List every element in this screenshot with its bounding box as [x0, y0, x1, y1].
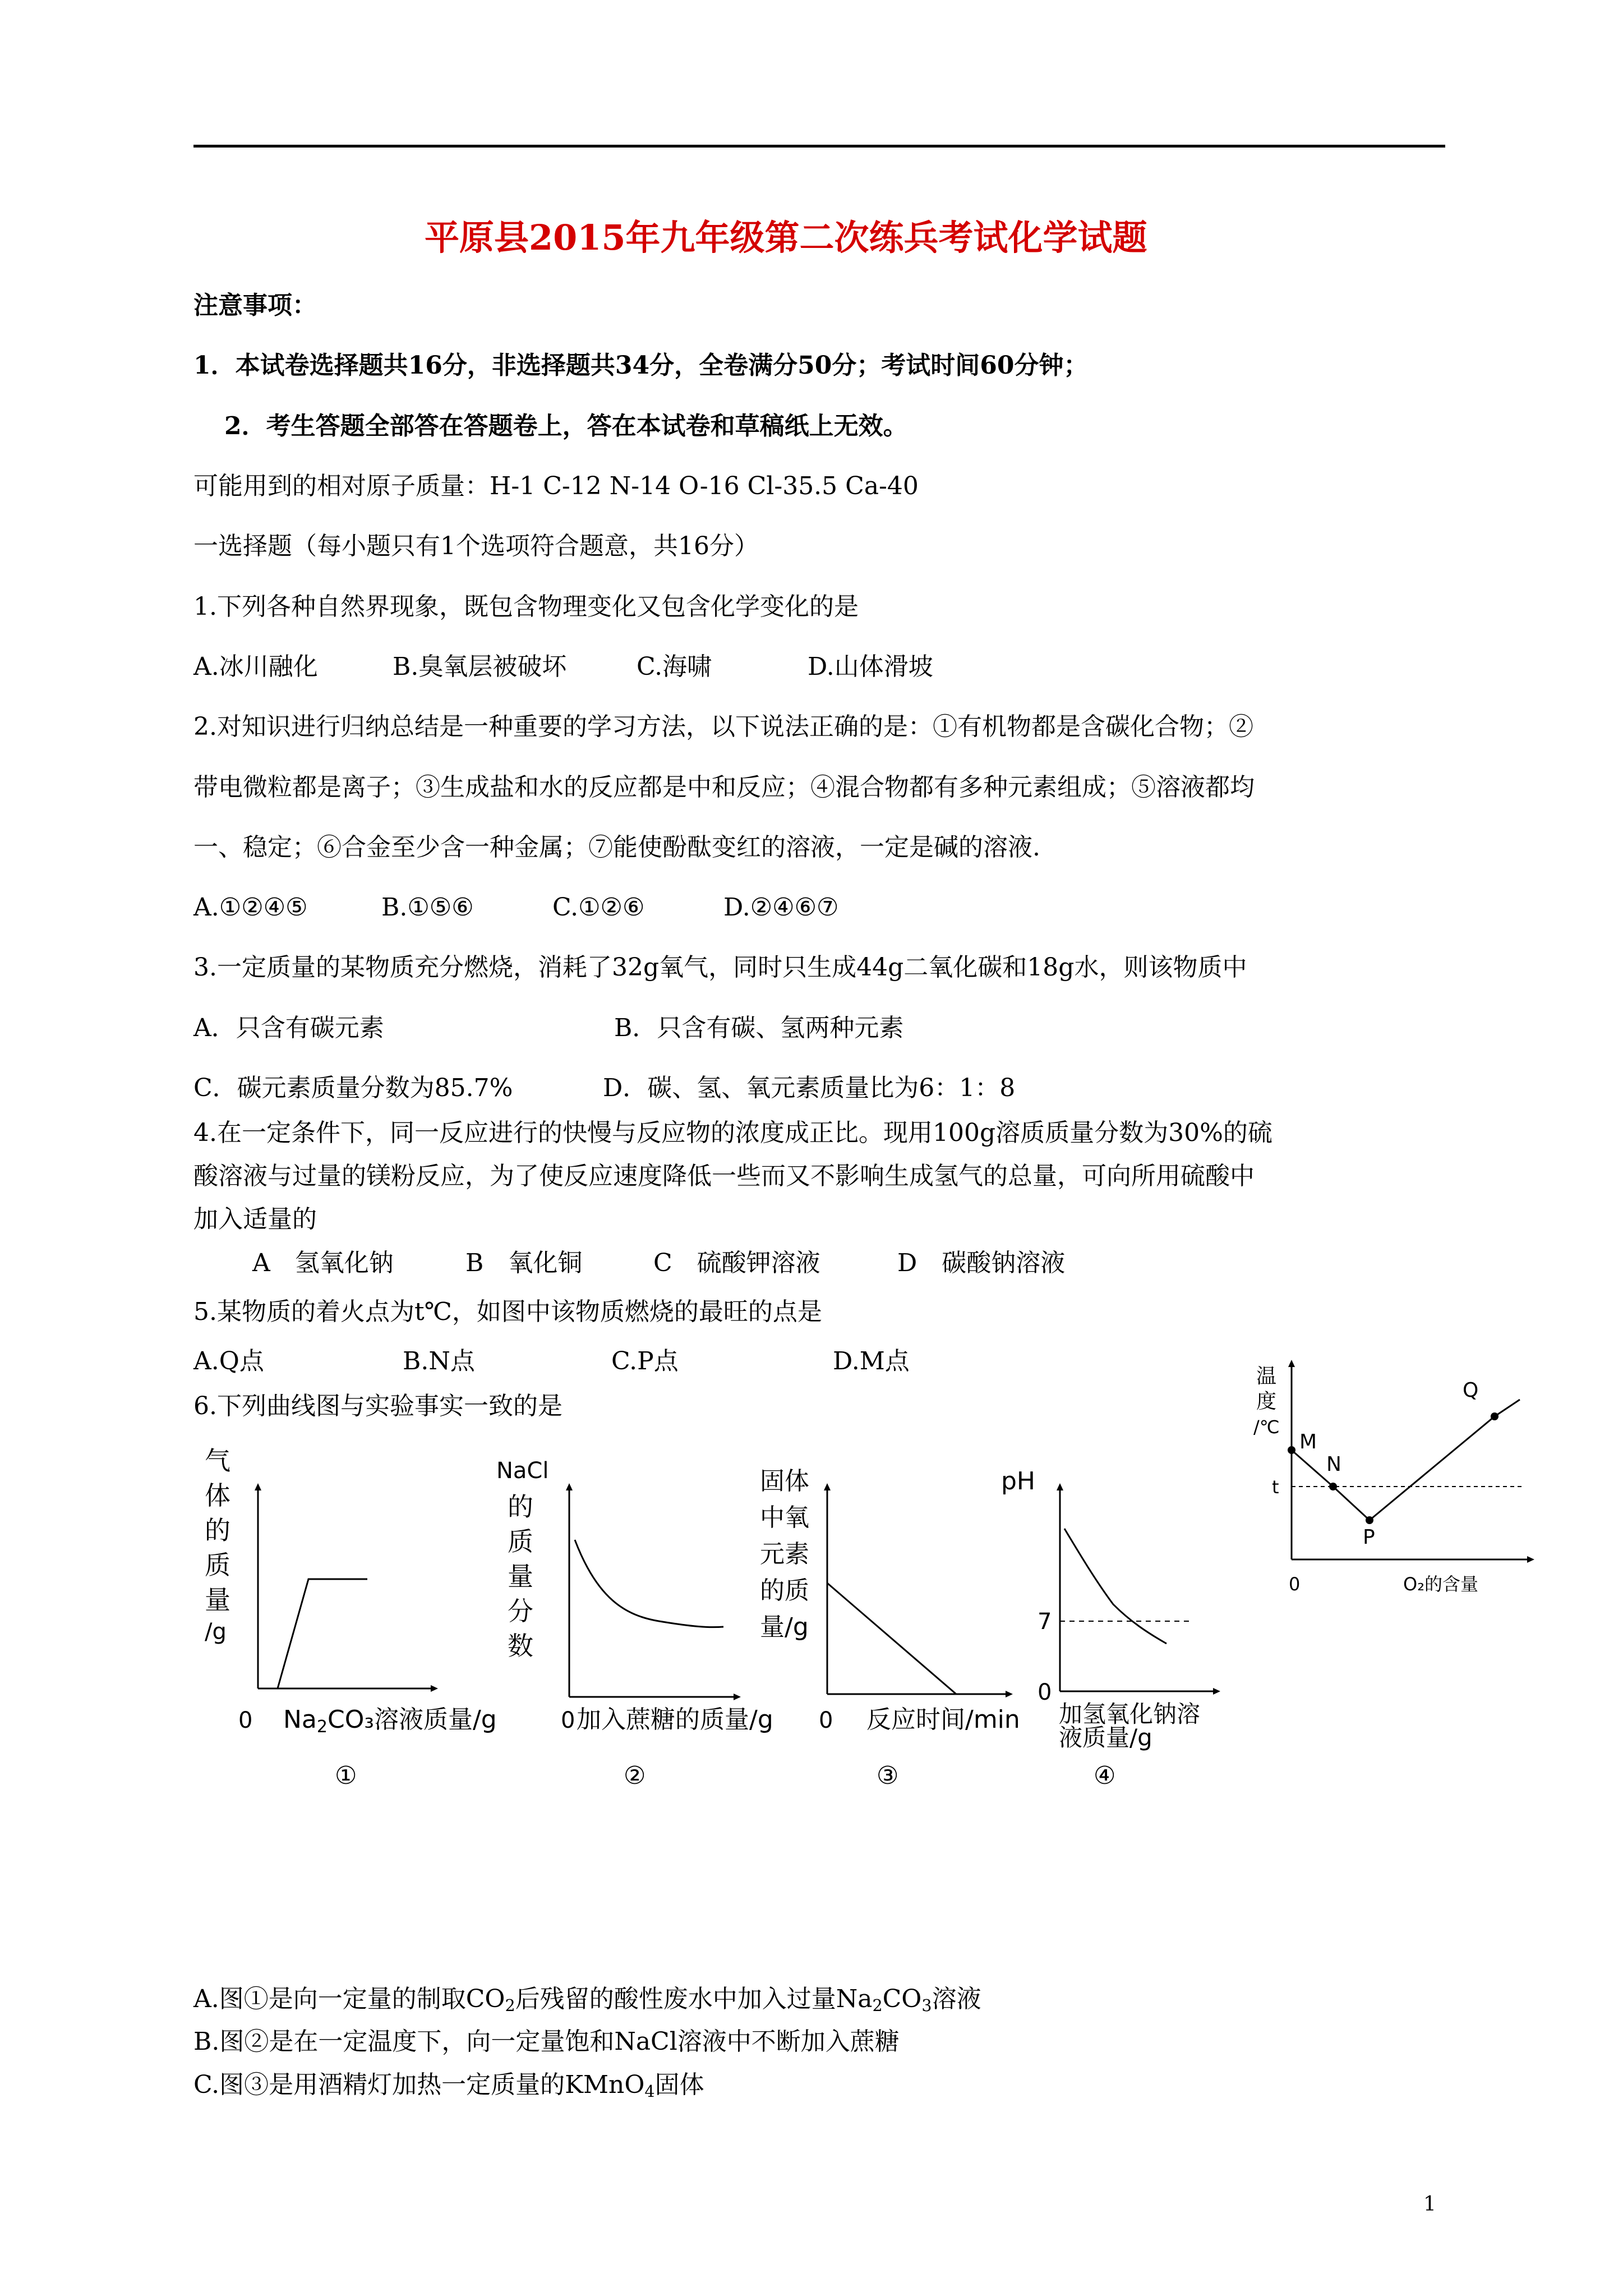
graph-2-xlabel: 加入蔗糖的质量/g: [577, 1705, 773, 1734]
q4-option-b: B 氧化铜: [465, 1249, 583, 1277]
graph-2-ylabel-4: 量: [508, 1561, 533, 1591]
graph-2-origin: 0: [561, 1708, 575, 1733]
q5-point-m: [1288, 1446, 1295, 1454]
graph-2-ylabel-3: 质: [508, 1526, 533, 1557]
graph-2-ylabel-2: 的: [508, 1492, 533, 1522]
graph-3-origin: 0: [819, 1708, 833, 1733]
graph-4-tick-7: 7: [1038, 1609, 1052, 1635]
q5-ylabel-2: 度: [1256, 1390, 1277, 1413]
q5-ylabel-3: /℃: [1253, 1416, 1280, 1438]
q5-option-d: D.M点: [833, 1347, 910, 1375]
graph-2-ylabel-6: 数: [508, 1631, 533, 1661]
graph-2-ylabel-5: 分: [508, 1596, 533, 1626]
q6-option-a: A.图①是向一定量的制取$CO_2$后残留的酸性废水中加入过量$Na_2CO_3$溶液: [193, 1985, 981, 2016]
graph-3: [760, 1467, 1020, 1790]
q2-option-c: C.①②⑥: [552, 893, 645, 922]
graph-4: [1001, 1467, 1217, 1790]
question-1-stem: 1.下列各种自然界现象，既包含物理变化又包含化学变化的是: [193, 592, 859, 621]
graph-4-origin: 0: [1038, 1680, 1052, 1705]
q3-option-c: C．碳元素质量分数为85.7%: [193, 1074, 513, 1102]
q5-t-label: t: [1272, 1476, 1279, 1498]
graph-4-number: ④: [1094, 1761, 1116, 1790]
graph-4-ylabel: pH: [1001, 1467, 1036, 1496]
graph-1-ylabel-3: 的: [205, 1515, 230, 1545]
graph-3-ylabel-2: 中氧: [760, 1503, 809, 1532]
graph-2-number: ②: [624, 1761, 646, 1790]
graph-4-xlabel-1: 加氢氧化钠溶: [1059, 1700, 1201, 1728]
q3-option-d: D．碳、氢、氧元素质量比为6：1：8: [603, 1074, 1016, 1102]
notice-item-2: 2．考生答题全部答在答题卷上，答在本试卷和草稿纸上无效。: [224, 412, 908, 440]
atomic-mass-line: 可能用到的相对原子质量：H-1 C-12 N-14 O-16 Cl-35.5 Ca-40: [193, 472, 919, 500]
q2-option-d: D.②④⑥⑦: [723, 893, 839, 922]
q5-label-m: M: [1299, 1430, 1317, 1453]
fig-q5-temperature-graph: [1223, 1352, 1537, 1610]
q3-option-b: B．只含有碳、氢两种元素: [614, 1014, 904, 1042]
question-4-line-1: 4.在一定条件下，同一反应进行的快慢与反应物的浓度成正比。现用100g溶质质量分数为30%的硫: [193, 1119, 1272, 1147]
question-3-stem: 3.一定质量的某物质充分燃烧，消耗了32g氧气，同时只生成44g二氧化碳和18g水，则该物质中: [193, 953, 1247, 982]
graph-3-curve: [827, 1583, 956, 1694]
graph-2-curve: [575, 1540, 723, 1627]
q5-ylabel-1: 温: [1256, 1365, 1277, 1388]
q4-option-c: C 硫酸钾溶液: [653, 1249, 820, 1277]
question-6-stem: 6.下列曲线图与实验事实一致的是: [193, 1392, 562, 1420]
question-4-line-3: 加入适量的: [193, 1205, 317, 1234]
graph-1-ylabel-6: /g: [205, 1619, 227, 1645]
graph-3-ylabel-4: 的质: [760, 1576, 809, 1605]
graph-1-curve: [278, 1579, 367, 1688]
graph-1-origin: 0: [238, 1708, 253, 1733]
q5-xlabel: O₂的含量: [1403, 1573, 1479, 1595]
question-5-stem: 5.某物质的着火点为t℃，如图中该物质燃烧的最旺的点是: [193, 1297, 822, 1326]
question-4-line-2: 酸溶液与过量的镁粉反应，为了使反应速度降低一些而又不影响生成氢气的总量，可向所用硫酸中: [193, 1162, 1255, 1190]
q1-option-d: D.山体滑坡: [808, 652, 933, 681]
graph-1-number: ①: [335, 1761, 357, 1790]
q5-point-p: [1366, 1516, 1373, 1524]
q5-option-a: A.Q点: [193, 1347, 264, 1375]
q4-option-d: D 碳酸钠溶液: [897, 1249, 1066, 1277]
graph-3-xlabel: 反应时间/min: [866, 1705, 1020, 1734]
q5-point-n: [1329, 1483, 1337, 1490]
graph-4-xlabel-2: 液质量/g: [1059, 1724, 1152, 1751]
header-rule: [193, 145, 1445, 148]
graph-1-ylabel-5: 量: [205, 1585, 230, 1615]
q5-option-b: B.N点: [403, 1347, 475, 1375]
notice-heading: 注意事项：: [193, 291, 317, 320]
question-2-line-3: 一、稳定；⑥合金至少含一种金属；⑦能使酚酞变红的溶液，一定是碱的溶液.: [193, 833, 1040, 862]
q6-graphs: [193, 1436, 1231, 1806]
graph-1-ylabel-2: 体: [205, 1480, 230, 1511]
q5-label-p: P: [1363, 1526, 1375, 1549]
graph-4-curve: [1064, 1529, 1166, 1644]
question-2-line-1: 2.对知识进行归纳总结是一种重要的学习方法，以下说法正确的是：①有机物都是含碳化合物；②: [193, 712, 1253, 741]
graph-1-ylabel-1: 气: [205, 1446, 230, 1476]
q5-label-q: Q: [1463, 1379, 1479, 1402]
question-2-line-2: 带电微粒都是离子；③生成盐和水的反应都是中和反应；④混合物都有多种元素组成；⑤溶液都均: [193, 773, 1255, 802]
graph-3-ylabel-5: 量/g: [760, 1613, 809, 1641]
page-number: 1: [1423, 2193, 1436, 2216]
q1-option-b: B.臭氧层被破坏: [393, 652, 567, 681]
notice-item-1: 1．本试卷选择题共16分，非选择题共34分，全卷满分50分；考试时间60分钟；: [193, 351, 1089, 380]
q5-option-c: C.P点: [611, 1347, 679, 1375]
q5-label-n: N: [1326, 1453, 1341, 1476]
graph-3-ylabel-3: 元素: [760, 1540, 809, 1568]
q1-option-c: C.海啸: [637, 652, 712, 681]
q5-point-q: [1491, 1412, 1498, 1420]
graph-1-xlabel: Na2CO₃溶液质量/g: [283, 1705, 497, 1737]
q5-origin: 0: [1289, 1573, 1301, 1595]
q6-option-b: B.图②是在一定温度下，向一定量饱和NaCl溶液中不断加入蔗糖: [193, 2027, 900, 2056]
graph-2-ylabel-1: NaCl: [496, 1458, 549, 1484]
q2-option-b: B.①⑤⑥: [381, 893, 474, 922]
q4-option-a: A 氢氧化钠: [252, 1249, 394, 1277]
graph-1: [205, 1446, 497, 1790]
graph-2: [496, 1458, 773, 1790]
q6-option-c: C.图③是用酒精灯加热一定质量的KMnO$_4$固体: [193, 2070, 704, 2101]
q3-option-a: A．只含有碳元素: [193, 1014, 384, 1042]
section-heading: 一选择题（每小题只有1个选项符合题意，共16分）: [193, 532, 759, 560]
graph-3-number: ③: [877, 1761, 899, 1790]
graph-1-ylabel-4: 质: [205, 1550, 230, 1580]
q1-option-a: A.冰川融化: [193, 652, 318, 681]
page-title: 平原县2015年九年级第二次练兵考试化学试题: [425, 217, 1147, 258]
graph-3-ylabel-1: 固体: [760, 1467, 809, 1496]
q2-option-a: A.①②④⑤: [193, 893, 308, 922]
